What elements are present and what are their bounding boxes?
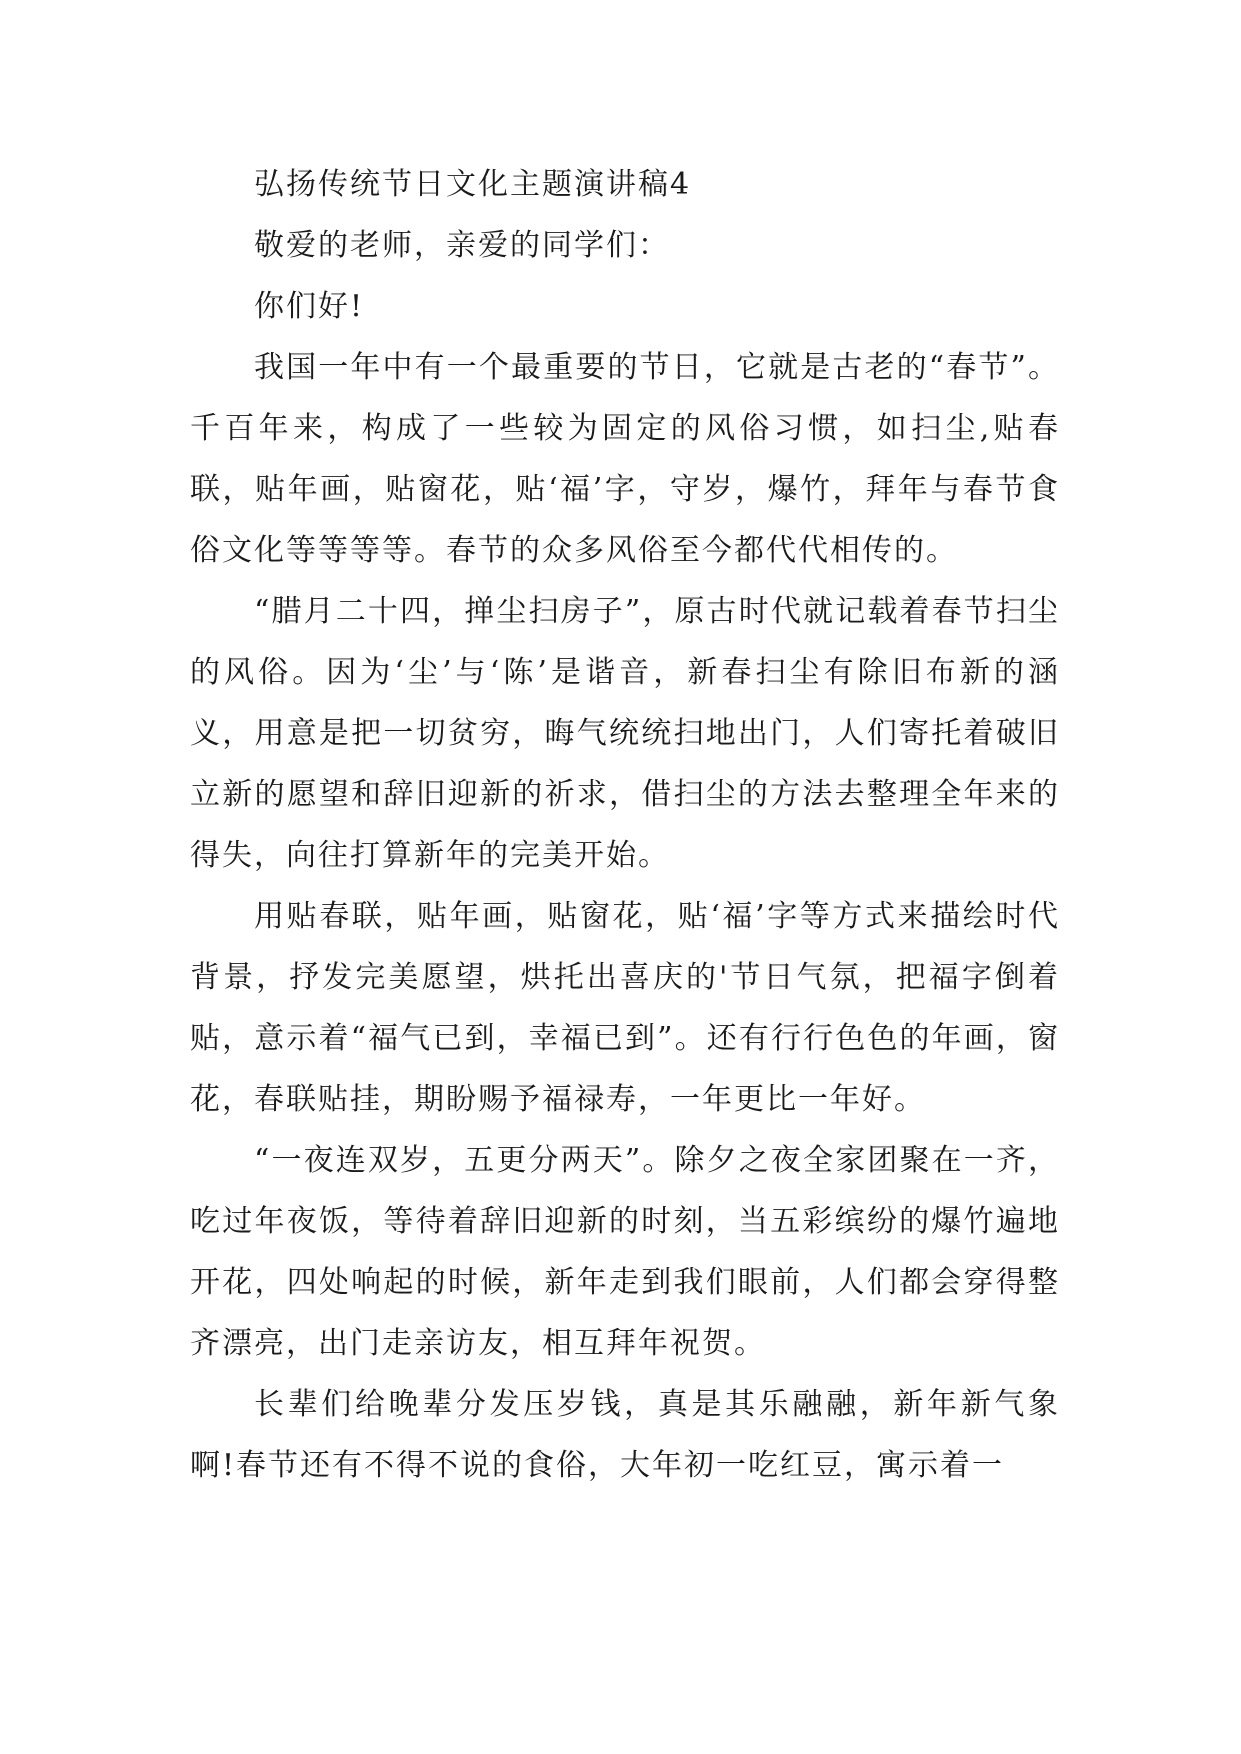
paragraph-couplets: 用贴春联，贴年画，贴窗花，贴‘福’字等方式来描绘时代背景，抒发完美愿望，烘托出喜庆的'节日气氛，把福字倒着贴，意示着“福气已到，幸福已到”。还有行行色色的年画，窗花，春联贴挂，期盼赐予福禄寿，一年更比一年好。 xyxy=(190,899,1060,1117)
salutation-line: 你们好! xyxy=(254,289,365,324)
greeting-line: 敬爱的老师，亲爱的同学们： xyxy=(254,228,670,263)
document-body xyxy=(190,154,1060,1496)
document-title: 弘扬传统节日文化主题演讲稿4 xyxy=(254,167,692,202)
paragraph-sweeping-dust: “腊月二十四，掸尘扫房子”，原古时代就记载着春节扫尘的风俗。因为‘尘’与‘陈’是谐音，新春扫尘有除旧布新的涵义，用意是把一切贫穷，晦气统统扫地出门，人们寄托着破旧立新的愿望和辞旧迎新的祈求，借扫尘的方法去整理全年来的得失，向往打算新年的完美开始。 xyxy=(190,594,1060,873)
paragraph-spring-festival: 我国一年中有一个最重要的节日，它就是古老的“春节”。千百年来，构成了一些较为固定的风俗习惯，如扫尘,贴春联，贴年画，贴窗花，贴‘福’字，守岁，爆竹，拜年与春节食俗文化等等等等。春节的众多风俗至今都代代相传的。 xyxy=(190,350,1060,568)
paragraph-lucky-money: 长辈们给晚辈分发压岁钱，真是其乐融融，新年新气象啊!春节还有不得不说的食俗，大年初一吃红豆，寓示着一 xyxy=(190,1387,1060,1483)
paragraph-new-year-eve: “一夜连双岁，五更分两天”。除夕之夜全家团聚在一齐，吃过年夜饭，等待着辞旧迎新的时刻，当五彩缤纷的爆竹遍地开花，四处响起的时候，新年走到我们眼前，人们都会穿得整齐漂亮，出门走亲访友，相互拜年祝贺。 xyxy=(190,1143,1060,1361)
